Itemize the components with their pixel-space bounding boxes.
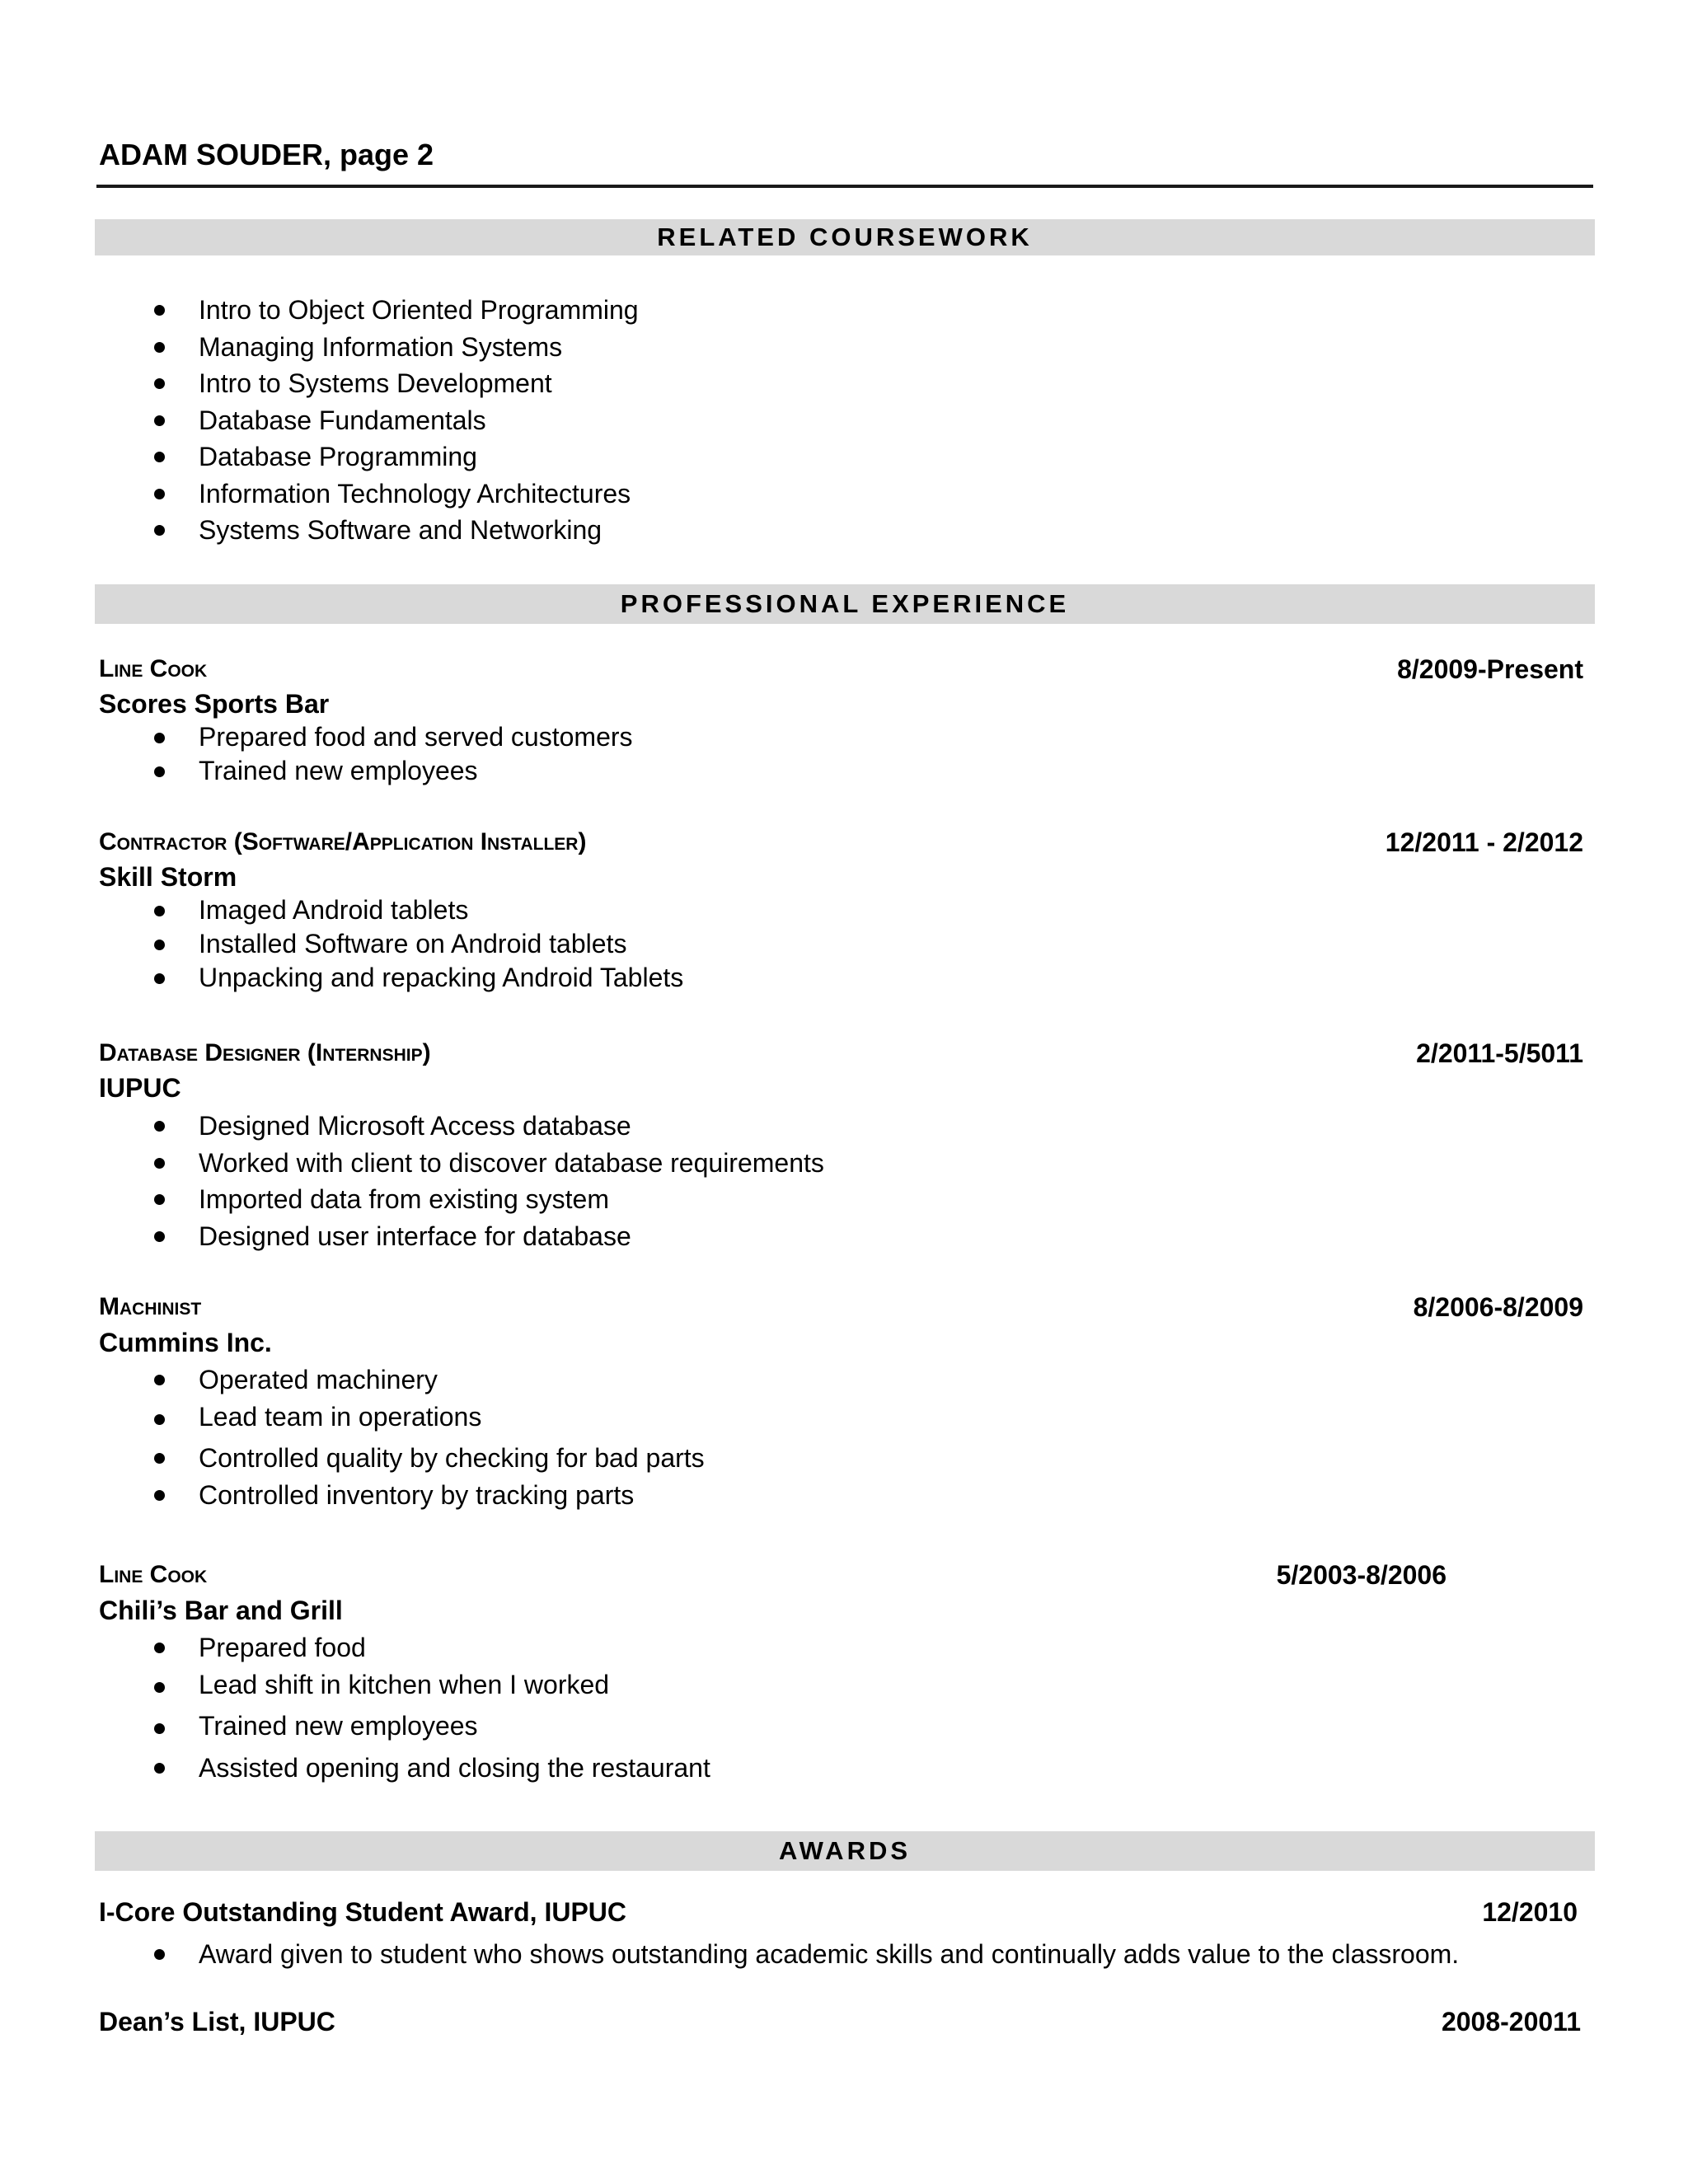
section-heading-awards: AWARDS	[95, 1831, 1595, 1871]
job-title: Database Designer (Internship)	[99, 1039, 431, 1066]
duty-text: Worked with client to discover database requirements	[199, 1147, 824, 1178]
bullet-icon	[154, 1763, 165, 1774]
bullet-icon	[154, 1453, 165, 1464]
employer-name: IUPUC	[99, 1073, 181, 1103]
coursework-item: Systems Software and Networking	[199, 515, 603, 545]
employer-name: Chili’s Bar and Grill	[99, 1596, 343, 1625]
duty-text: Imported data from existing system	[199, 1184, 609, 1214]
coursework-item: Database Fundamentals	[199, 405, 486, 435]
duty-text: Assisted opening and closing the restaurant	[199, 1752, 710, 1783]
page-title: ADAM SOUDER, page 2	[99, 138, 434, 171]
bullet-icon	[154, 1194, 165, 1205]
bullet-icon	[154, 1414, 165, 1425]
bullet-icon	[154, 489, 165, 499]
list-item	[0, 1666, 710, 1708]
bullet-icon	[154, 1121, 165, 1132]
job-title: Line Cook	[99, 655, 208, 682]
list-item	[0, 1181, 824, 1218]
duty-text: Designed user interface for database	[199, 1221, 631, 1251]
list-item	[0, 1361, 705, 1399]
bullet-icon	[154, 378, 165, 389]
duty-text: Controlled quality by checking for bad parts	[199, 1442, 705, 1473]
bullet-icon	[154, 973, 165, 984]
job-dates: 8/2009-Present	[1397, 654, 1583, 684]
list-item	[0, 927, 683, 961]
coursework-item: Intro to Object Oriented Programming	[199, 295, 639, 325]
duty-text: Trained new employees	[199, 1710, 478, 1741]
job-title: Line Cook	[99, 1561, 208, 1588]
duty-text: Trained new employees	[199, 756, 478, 785]
coursework-item: Database Programming	[199, 442, 477, 471]
list-item	[0, 476, 639, 513]
job-duties-list	[0, 1629, 710, 1787]
bullet-icon	[154, 342, 165, 353]
list-item	[0, 961, 683, 995]
duty-text: Controlled inventory by tracking parts	[199, 1479, 635, 1510]
list-item	[0, 1218, 824, 1255]
list-item	[0, 1108, 824, 1145]
list-item	[0, 1936, 1459, 1973]
duty-text: Prepared food	[199, 1633, 366, 1662]
list-item	[0, 754, 633, 788]
job-duties-list	[0, 720, 633, 788]
bullet-icon	[154, 452, 165, 462]
job-title: Machinist	[99, 1293, 202, 1320]
list-item	[0, 402, 639, 439]
bullet-icon	[154, 733, 165, 743]
bullet-icon	[154, 305, 165, 316]
section-heading-experience: PROFESSIONAL EXPERIENCE	[95, 584, 1595, 624]
award-date: 2008-20011	[1441, 2007, 1581, 2036]
list-item	[0, 329, 639, 366]
employer-name: Cummins Inc.	[99, 1328, 272, 1357]
bullet-icon	[154, 525, 165, 536]
job-dates: 12/2011 - 2/2012	[1385, 827, 1583, 857]
list-item	[0, 438, 639, 476]
duty-text: Lead shift in kitchen when I worked	[199, 1669, 610, 1699]
duty-text: Imaged Android tablets	[199, 895, 469, 925]
bullet-icon	[154, 766, 165, 777]
list-item	[0, 1477, 705, 1514]
coursework-list	[0, 292, 639, 549]
bullet-icon	[154, 906, 165, 916]
bullet-icon	[154, 1490, 165, 1501]
duty-text: Operated machinery	[199, 1365, 438, 1394]
duty-text: Designed Microsoft Access database	[199, 1111, 631, 1141]
list-item	[0, 1750, 710, 1787]
bullet-icon	[154, 1375, 165, 1385]
bullet-icon	[154, 1723, 165, 1734]
list-item	[0, 1399, 705, 1440]
list-item	[0, 1145, 824, 1182]
award-title: I-Core Outstanding Student Award, IUPUC	[99, 1897, 627, 1927]
list-item	[0, 1708, 710, 1750]
employer-name: Skill Storm	[99, 862, 237, 892]
header-divider	[96, 185, 1593, 188]
award-title: Dean’s List, IUPUC	[99, 2007, 335, 2036]
list-item	[0, 893, 683, 927]
duty-text: Installed Software on Android tablets	[199, 929, 627, 958]
bullet-icon	[154, 1949, 165, 1960]
bullet-icon	[154, 1643, 165, 1653]
job-duties-list	[0, 1108, 824, 1254]
duty-text: Lead team in operations	[199, 1401, 482, 1432]
duty-text: Prepared food and served customers	[199, 722, 633, 752]
bullet-icon	[154, 1682, 165, 1693]
list-item	[0, 1629, 710, 1666]
list-item	[0, 720, 633, 754]
coursework-item: Managing Information Systems	[199, 331, 563, 362]
bullet-icon	[154, 940, 165, 950]
bullet-icon	[154, 1158, 165, 1169]
list-item	[0, 292, 639, 329]
job-dates: 8/2006-8/2009	[1413, 1292, 1583, 1322]
job-dates: 5/2003-8/2006	[1276, 1560, 1447, 1590]
award-description: Award given to student who shows outstanding academic skills and continually adds value to the classroom.	[199, 1939, 1460, 1969]
job-title: Contractor (Software/Application Installer)	[99, 828, 587, 855]
award-date: 12/2010	[1482, 1897, 1578, 1927]
coursework-item: Information Technology Architectures	[199, 478, 631, 509]
list-item	[0, 365, 639, 402]
job-dates: 2/2011-5/5011	[1416, 1038, 1583, 1068]
job-duties-list	[0, 893, 683, 995]
award-description-list	[0, 1936, 1459, 1973]
coursework-item: Intro to Systems Development	[199, 368, 552, 398]
bullet-icon	[154, 1231, 165, 1242]
list-item	[0, 512, 639, 549]
bullet-icon	[154, 415, 165, 426]
duty-text: Unpacking and repacking Android Tablets	[199, 963, 684, 992]
list-item	[0, 1440, 705, 1477]
employer-name: Scores Sports Bar	[99, 689, 330, 719]
job-duties-list	[0, 1361, 705, 1514]
section-heading-coursework: RELATED COURSEWORK	[95, 219, 1595, 255]
